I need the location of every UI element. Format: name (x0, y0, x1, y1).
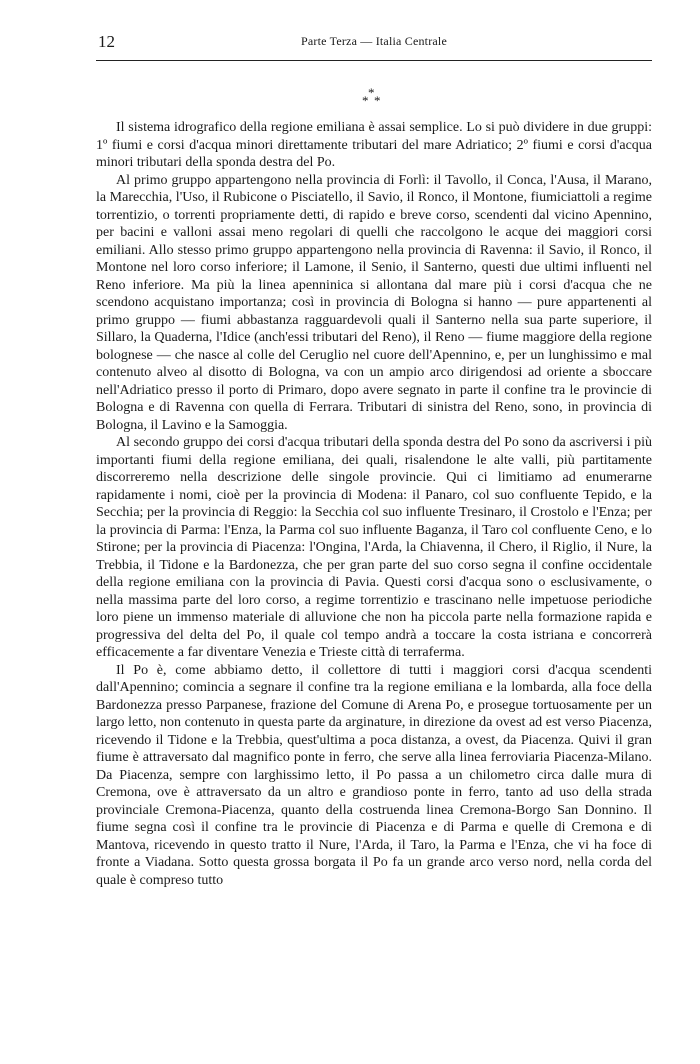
running-title: Parte Terza — Italia Centrale (300, 34, 447, 48)
asterism-star-right: * (374, 93, 381, 108)
page-number: 12 (98, 32, 115, 51)
paragraph-po-river: Il Po è, come abbiamo detto, il collettore di tutti i maggiori corsi d'acqua scendenti dall'Apennino; comincia a segnare il confine tra la regione emiliana e la lombarda, alla foce della Bardonezza presso Parpanese, frazione del Comune di Arena Po, e prosegue tortuosamente per un largo letto, non contenuto in questa parte da arginature, in direzione da ovest ad est verso Piacenza, ricevendo il Tidone e la Trebbia, quest'ultima a poca distanza, a ovest, da Piacenza. Quivi il gran fiume è attraversato dal magnifico ponte in ferro, che serve alla linea ferroviaria Piacenza-Milano. Da Piacenza, sempre con larghissimo letto, il Po passa a un chilometro circa dalle mura di Cremona, ove è attraversato da un altro e grandioso ponte in ferro, tanto ad uso della strada provinciale Cremona-Piacenza, quanto della costruenda linea Cremona-Borgo San Donnino. Il fiume segna così il confine tra le provincie di Piacenza e di Parma e quelle di Cremona e di Mantova, ricevendo in questo tratto il Nure, l'Arda, il Taro, la Parma e l'Enza, che vi ha foce di fronte a Viadana. Sotto questa grossa borgata il Po fa un grande arco verso nord, nella corda del quale è compreso tutto (96, 662, 652, 888)
asterism-star-left: * (362, 93, 369, 108)
asterism-star-top: * (368, 85, 375, 100)
header-rule (96, 60, 652, 61)
paragraph-second-group: Al secondo gruppo dei corsi d'acqua tributari della sponda destra del Po sono da ascriversi i più importanti fiumi della regione emiliana, dei quali, risalendone le alte valli, più partitamente discorreremo nella descrizione delle singole provincie. Qui ci limitiamo ad enumerarne rapidamente i nomi, cioè per la provincia di Modena: il Panaro, col suo confluente Tepido, e la Secchia; per la provincia di Reggio: la Secchia col suo influente Tresinaro, il Crostolo e l'Enza; per la provincia di Parma: l'Enza, la Parma col suo influente Baganza, il Taro col confluente Ceno, e lo Stirone; per la provincia di Piacenza: l'Ongina, l'Arda, la Chiavenna, il Chero, il Riglio, il Nure, la Trebbia, il Tidone e la Bardonezza, che per gran parte del suo corso segna il confine occidentale della regione emiliana con la provincia di Pavia. Questi corsi d'acqua sono o esclusivamente, o nella massima parte del loro corso, a regime torrentizio e trascinano nelle impetuose periodiche loro piene un immenso materiale di alluvione che non ha piccola parte nella formazione rapida e progressiva del delta del Po, il quale col tempo andrà a toccare la costa istriana e concorrerà efficacemente a far diventare Venezia e Trieste città di terraferma. (96, 435, 652, 660)
paragraph-intro: Il sistema idrografico della regione emiliana è assai semplice. Lo si può dividere in due gruppi: 1º fiumi e corsi d'acqua minori direttamente tributari del mare Adriatico; 2º fiumi e corsi d'acqua minori tributari della sponda destra del Po. (96, 120, 652, 170)
book-page (96, 28, 652, 888)
asterism-ornament (359, 86, 389, 114)
paragraph-first-group: Al primo gruppo appartengono nella provincia di Forlì: il Tavollo, il Conca, l'Ausa, il Marano, la Marecchia, l'Uso, il Rubicone o Pisciatello, il Savio, il Ronco, il Montone, fiumiciattoli a regime torrentizio, o torrenti propriamente detti, di rapido e breve corso, scendenti dal vicino Apennino, per bacini e valloni assai meno regolari di quelli che raccolgono le acque dei maggiori corsi emiliani. Allo stesso primo gruppo appartengono nella provincia di Ravenna: il Savio, il Ronco, il Montone nel loro corso inferiore; il Lamone, il Senio, il Santerno, questi due ultimi influenti nel Reno inferiore. Ma più la linea apenninica si allontana dal mare più i corsi d'acqua che ne scendono acquistano importanza; così in provincia di Bologna si hanno — pure appartenenti al primo gruppo — fiumi abbastanza ragguardevoli quali il Santerno nella sua parte superiore, il Sillaro, la Quaderna, l'Idice (anch'essi tributari del Reno), il Reno — fiume maggiore della regione bolognese — che nasce al colle del Ceruglio nel cuore dell'Apennino, e, per un lunghissimo e mal contenuto alveo al disotto di Bologna, va con un ampio arco dirigendosi ad oriente a sboccare nell'Adriatico presso il porto di Primaro, dopo avere segnato in parte il confine tra le provincie di Bologna e di Ravenna con quella di Ferrara. Tributari di sinistra del Reno, sono, in provincia di Bologna, il Lavino e la Samoggia. (96, 172, 652, 433)
body-text (96, 119, 652, 889)
page-header (96, 28, 652, 54)
